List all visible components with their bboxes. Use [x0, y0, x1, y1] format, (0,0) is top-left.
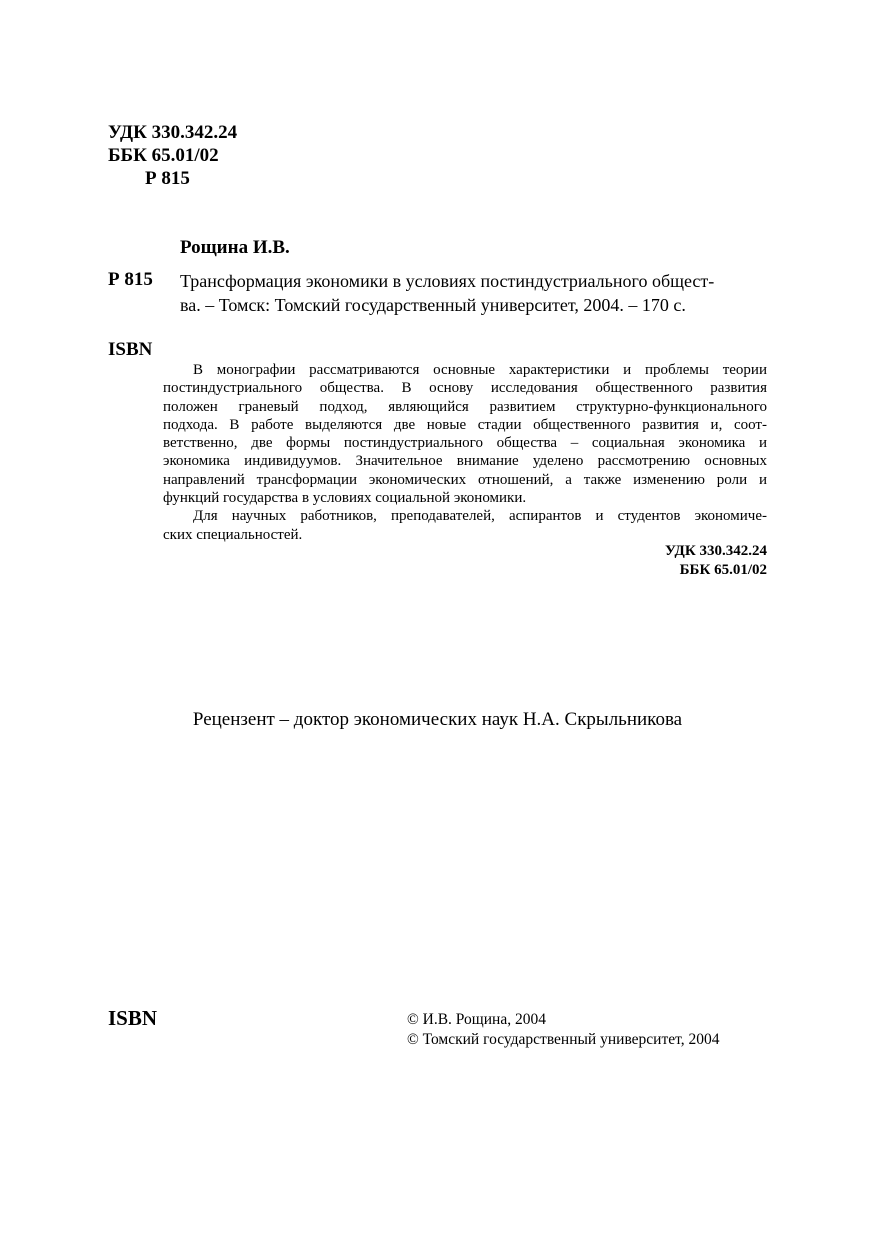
isbn-label: ISBN: [108, 339, 153, 360]
annotation-line: ветственно, две формы постиндустриального общества – социальная экономика и: [163, 435, 767, 452]
annotation-line: В монографии рассматриваются основные характеристики и проблемы теории: [193, 362, 767, 378]
annotation-line: положен граневый подход, являющийся развитием структурно-функционального: [163, 398, 767, 415]
copyright-line: © И.В. Рощина, 2004: [407, 1011, 546, 1028]
title-line: Трансформация экономики в условиях постиндустриального общест-: [180, 271, 715, 291]
copyright-block: [407, 1010, 719, 1050]
annotation-line: экономика индивидуумов. Значительное внимание уделено рассмотрению основных: [163, 453, 767, 470]
book-title: [180, 269, 767, 317]
author-name: Рощина И.В.: [180, 237, 290, 258]
bbk-code-footer: ББК 65.01/02: [679, 561, 767, 578]
bbk-code: ББК 65.01/02: [108, 145, 219, 166]
annotation-line: ских специальностей.: [163, 526, 303, 543]
author-sign: Р 815: [145, 168, 190, 189]
footer-codes: [665, 542, 767, 579]
isbn-label-bottom: ISBN: [108, 1006, 158, 1030]
copyright-line: © Томский государственный университет, 2004: [407, 1031, 720, 1048]
annotation-line: направлений трансформации экономических отношений, а также изменению роли и: [163, 471, 767, 488]
annotation-line: подхода. В работе выделяются две новые стадии общественного развития и, соот-: [163, 416, 767, 433]
title-line: ва. – Томск: Томский государственный университет, 2004. – 170 с.: [180, 295, 686, 315]
annotation-line: функций государства в условиях социальной экономики.: [163, 490, 527, 507]
udk-code-footer: УДК 330.342.24: [665, 543, 767, 559]
annotation-line: Для научных работников, преподавателей, аспирантов и студентов экономиче-: [193, 508, 767, 525]
reviewer-line: Рецензент – доктор экономических наук Н.А. Скрыльникова: [192, 709, 683, 730]
record-sign: Р 815: [108, 269, 153, 290]
classification-codes: [108, 121, 237, 190]
annotation: [163, 361, 767, 544]
udk-code: УДК 330.342.24: [108, 122, 238, 143]
annotation-line: постиндустриального общества. В основу исследования общественного развития: [163, 380, 767, 397]
